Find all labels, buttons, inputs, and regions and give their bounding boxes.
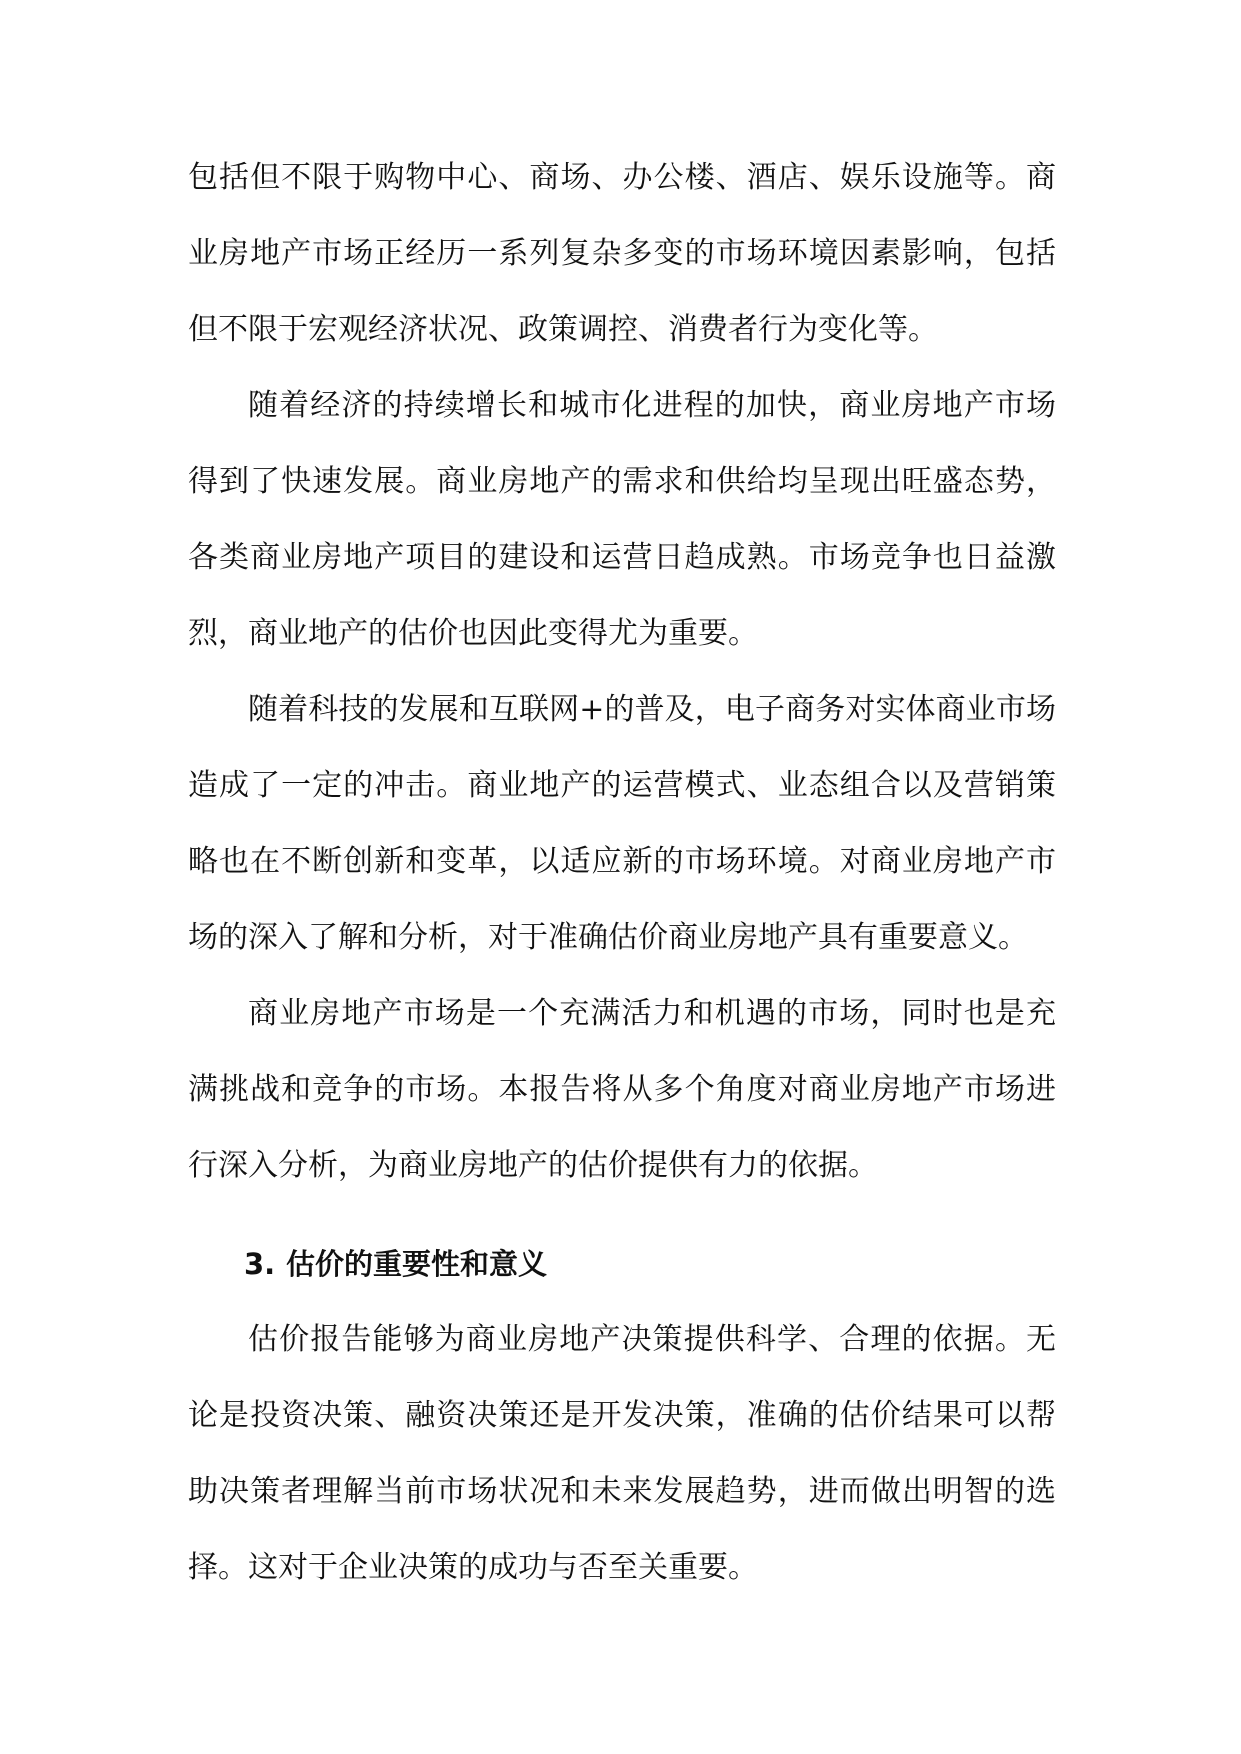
section-title: 估价的重要性和意义 — [286, 1247, 548, 1281]
paragraph-valuation-importance: 估价报告能够为商业房地产决策提供科学、合理的依据。无论是投资决策、融资决策还是开发决策，准确的估价结果可以帮助决策者理解当前市场状况和未来发展趋势，进而做出明智的选择。这对于企业决策的成功与否至关重要。 — [188, 1322, 1056, 1585]
page-content — [188, 140, 1056, 1606]
paragraph-market-growth: 随着经济的持续增长和城市化进程的加快，商业房地产市场得到了快速发展。商业房地产的需求和供给均呈现出旺盛态势，各类商业房地产项目的建设和运营日趋成熟。市场竞争也日益激烈，商业地产的估价也因此变得尤为重要。 — [188, 388, 1056, 651]
section-number: 3. — [244, 1247, 276, 1281]
paragraph-report-scope: 商业房地产市场是一个充满活力和机遇的市场，同时也是充满挑战和竞争的市场。本报告将从多个角度对商业房地产市场进行深入分析，为商业房地产的估价提供有力的依据。 — [188, 996, 1056, 1183]
paragraph-ecommerce-impact: 随着科技的发展和互联网+的普及，电子商务对实体商业市场造成了一定的冲击。商业地产的运营模式、业态组合以及营销策略也在不断创新和变革，以适应新的市场环境。对商业房地产市场的深入了解和分析，对于准确估价商业房地产具有重要意义。 — [188, 692, 1056, 955]
section-heading — [188, 1226, 1056, 1302]
paragraph-continuation: 包括但不限于购物中心、商场、办公楼、酒店、娱乐设施等。商业房地产市场正经历一系列复杂多变的市场环境因素影响，包括但不限于宏观经济状况、政策调控、消费者行为变化等。 — [188, 160, 1056, 347]
